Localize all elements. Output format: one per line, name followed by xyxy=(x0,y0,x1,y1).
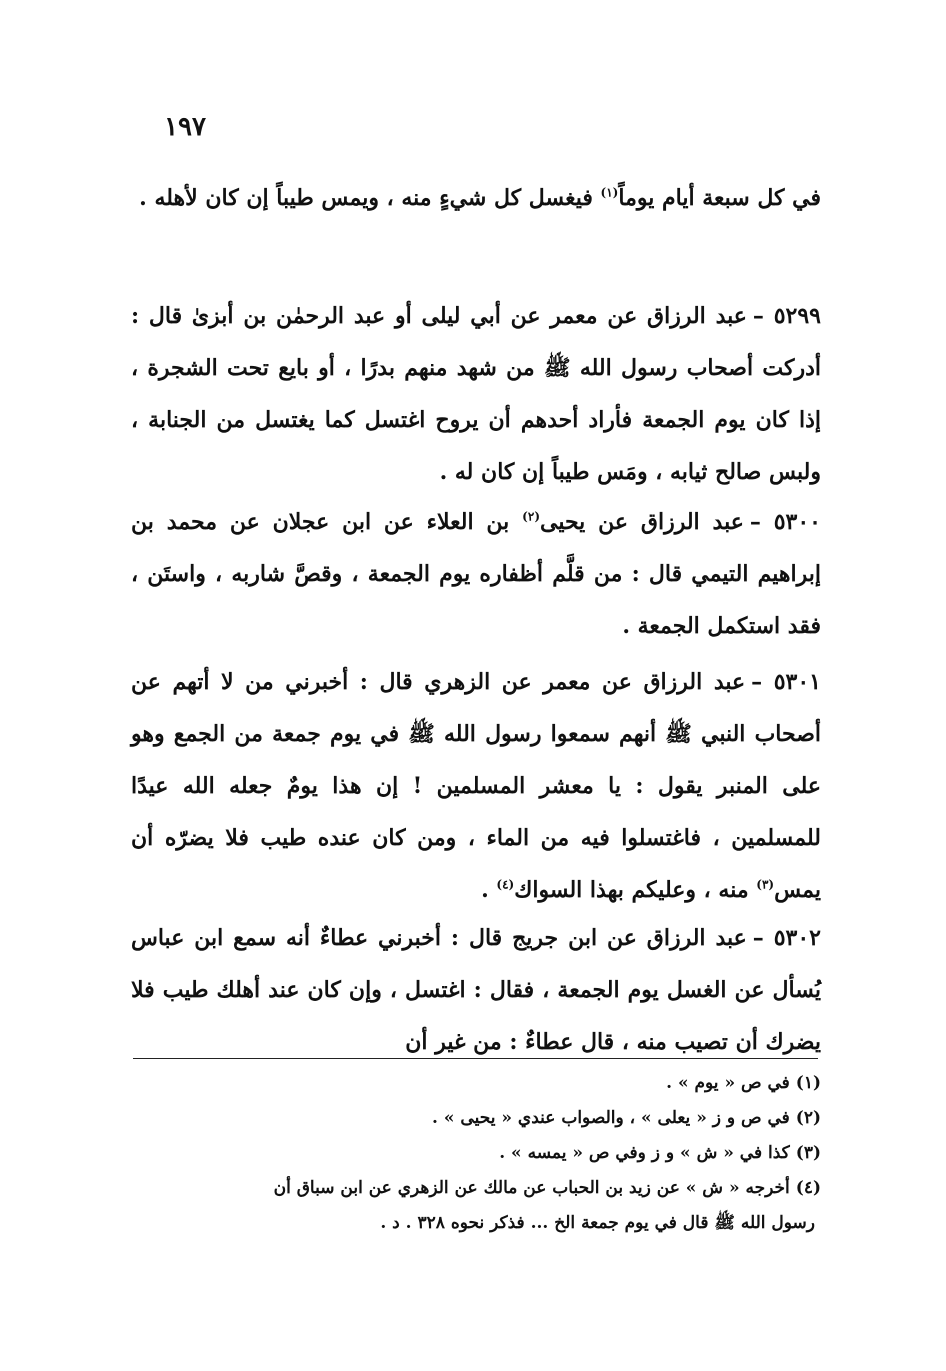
footnote-number: (٣) xyxy=(795,1143,821,1163)
entry-text-after: . xyxy=(481,877,497,903)
entry-text: عبد الرزاق عن معمر عن أبي ليلى أو عبد الرحمٰن بن أبزىٰ قال : أدركت أصحاب رسول الله ﷺ من شهد منهم بدرًا ، أو بايع تحت الشجرة ، إذا كان يوم الجمعة فأراد أحدهم أن يروح اغتسل كما يغتسل من الجنابة ، ولبس صالح ثيابه ، ومَس طيباً إن كان له . xyxy=(131,303,821,485)
footnote-ref-4: (٤) xyxy=(496,877,515,892)
footnote-text: في ص « يوم » . xyxy=(666,1073,790,1093)
entry-text-before: عبد الرزاق عن يحيى xyxy=(540,509,744,535)
continuation-text-after: فيغسل كل شيءٍ منه ، ويمس طيباً إن كان لأهله . xyxy=(139,185,601,211)
footnote-number: (٢) xyxy=(795,1108,821,1128)
continuation-paragraph xyxy=(131,172,821,224)
footnote-number: (٤) xyxy=(795,1178,821,1198)
hadith-entry-5302 xyxy=(131,912,821,1068)
entry-number: ٥٣٠١ – xyxy=(751,669,821,695)
footnotes xyxy=(131,1066,821,1241)
entry-text-before: عبد الرزاق عن معمر عن الزهري قال : أخبرني من لا أتهم عن أصحاب النبي ﷺ أنهم سمعوا رسول الله ﷺ في يوم جمعة من الجمع وهو على المنبر يقول : يا معشر المسلمين ! إن هذا يومٌ جعله الله عيدًا للمسلمين ، فاغتسلوا فيه من الماء ، ومن كان عنده طيب فلا يضرّه أن يمس xyxy=(131,669,821,903)
continuation-text-before: في كل سبعة أيام يوماً xyxy=(618,185,821,211)
footnote-text: أخرجه « ش » عن زيد بن الحباب عن مالك عن الزهري عن ابن سباق أن xyxy=(273,1178,790,1198)
footnote-ref-1: (١) xyxy=(600,185,619,200)
footnote-text: رسول الله ﷺ قال في يوم جمعة الخ ... فذكر نحوه ٣٢٨ . د . xyxy=(380,1213,815,1233)
entry-number: ٥٢٩٩ – xyxy=(752,303,821,329)
footnote-separator xyxy=(133,1058,818,1059)
footnote-ref-3: (٣) xyxy=(756,877,775,892)
footnote-4-continuation xyxy=(131,1206,821,1241)
entry-number: ٥٣٠٢ – xyxy=(752,925,821,951)
footnote-2 xyxy=(131,1101,821,1136)
entry-text-after: بن العلاء عن ابن عجلان عن محمد بن إبراهيم التيمي قال : من قلَّم أظفاره يوم الجمعة ، وقصَّ شاربه ، واستَن ، فقد استكمل الجمعة . xyxy=(131,509,821,639)
footnote-text: كذا في « ش » و ز وفي ص « يمسه » . xyxy=(499,1143,790,1163)
page-number: ١٩٧ xyxy=(164,112,206,142)
footnote-4 xyxy=(131,1171,821,1206)
footnote-ref-2: (٢) xyxy=(522,509,540,524)
entry-text-middle: منه ، وعليكم بهذا السواك xyxy=(514,877,757,903)
hadith-entry-5300 xyxy=(131,496,821,652)
entry-text: عبد الرزاق عن ابن جريج قال : أخبرني عطاءٌ أنه سمع ابن عباس يُسأل عن الغسل يوم الجمعة ، فقال : اغتسل ، وإن كان عند أهلك طيب فلا يضرك أن تصيب منه ، قال عطاءٌ : من غير أن xyxy=(131,925,821,1055)
hadith-entry-5299 xyxy=(131,290,821,498)
entry-number: ٥٣٠٠ – xyxy=(749,509,821,535)
footnote-text: في ص و ز « يعلى » ، والصواب عندي « يحيى » . xyxy=(432,1108,790,1128)
footnote-3 xyxy=(131,1136,821,1171)
footnote-number: (١) xyxy=(795,1073,821,1093)
footnote-1 xyxy=(131,1066,821,1101)
hadith-entry-5301 xyxy=(131,656,821,916)
